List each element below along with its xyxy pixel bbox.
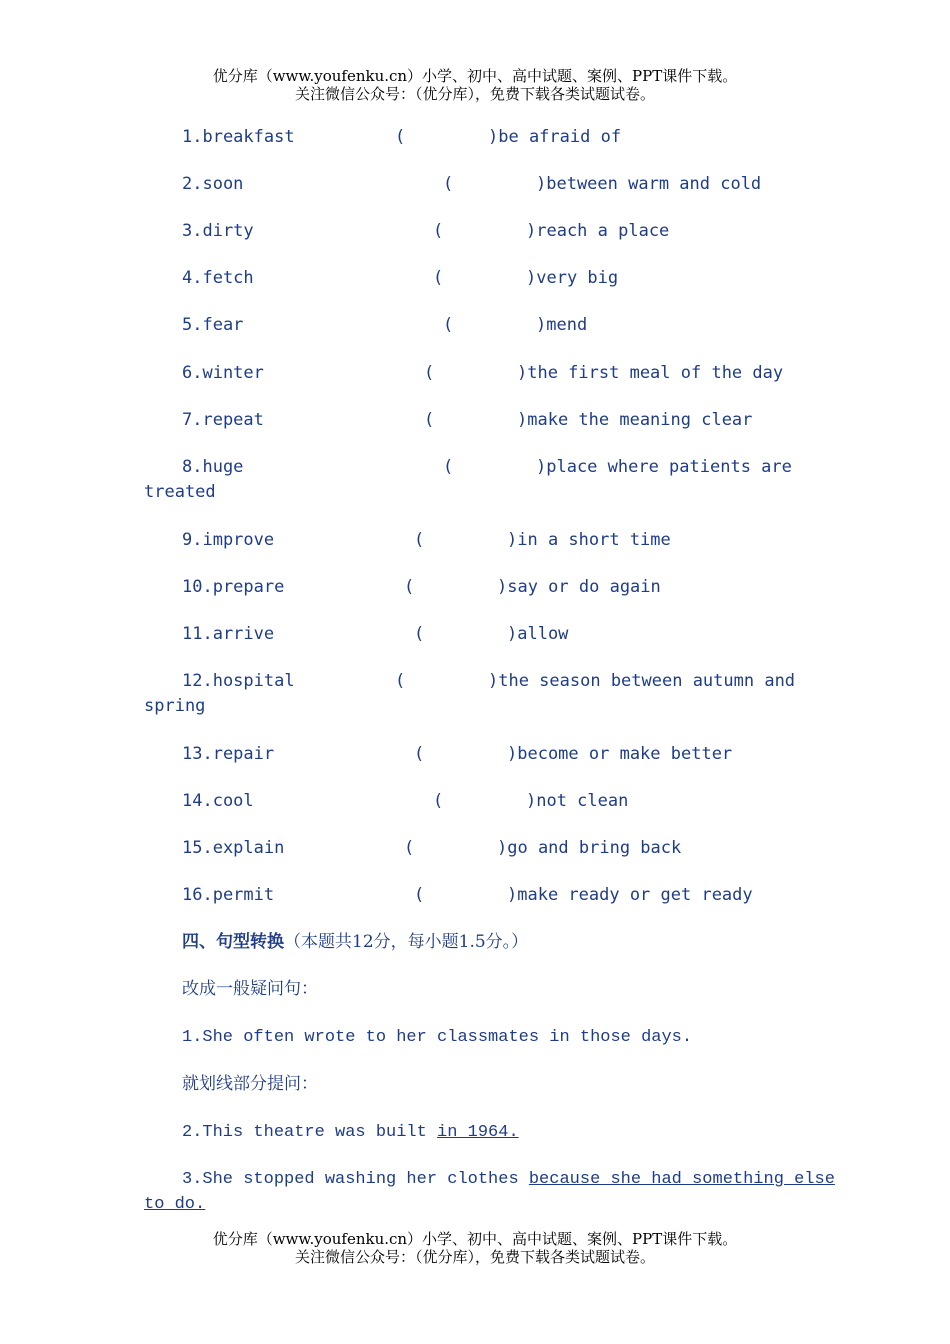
matching-word: 7.repeat <box>182 410 264 430</box>
matching-word: 5.fear <box>182 315 244 335</box>
question-3-text: 3.She stopped washing her clothes <box>182 1170 529 1189</box>
question-3-underlined: because she had something else <box>528 1170 835 1189</box>
answer-blank[interactable]: ( <box>404 577 415 597</box>
instruction-underlined-question: 就划线部分提问： <box>182 1074 318 1094</box>
question-2-underlined: in 1964. <box>437 1123 519 1142</box>
matching-word: 16.permit <box>182 885 275 905</box>
section-4-note: （本题共12分，每小题1.5分。） <box>284 932 529 952</box>
matching-definition: )go and bring back <box>497 838 682 858</box>
answer-blank[interactable]: ( <box>414 885 425 905</box>
matching-word: 15.explain <box>182 838 285 858</box>
header-line-1: 优分库（www.youfenku.cn）小学、初中、高中试题、案例、PPT课件下载。 <box>212 67 738 85</box>
matching-word: 10.prepare <box>182 577 285 597</box>
matching-definition-cont: treated <box>144 482 216 502</box>
matching-definition: )reach a place <box>526 221 670 241</box>
question-3-underlined-cont: to do. <box>144 1195 206 1214</box>
answer-blank[interactable]: ( <box>433 268 444 288</box>
matching-definition-cont: spring <box>144 696 206 716</box>
answer-blank[interactable]: ( <box>433 791 444 811</box>
question-2-text: 2.This theatre was built <box>182 1123 438 1142</box>
matching-definition: )place where patients are <box>536 457 792 477</box>
footer-line-2: 关注微信公众号：（优分库），免费下载各类试题试卷。 <box>294 1248 655 1266</box>
matching-word: 6.winter <box>182 363 264 383</box>
answer-blank[interactable]: ( <box>404 838 415 858</box>
matching-definition: )the first meal of the day <box>517 363 784 383</box>
answer-blank[interactable]: ( <box>414 624 425 644</box>
matching-word: 1.breakfast <box>182 127 295 147</box>
page-header <box>0 67 950 103</box>
section-4-heading <box>182 930 528 955</box>
matching-definition: )in a short time <box>507 530 671 550</box>
section-4-title: 四、句型转换 <box>182 932 284 952</box>
question-1: 1.She often wrote to her classmates in those days. <box>182 1028 693 1047</box>
answer-blank[interactable]: ( <box>443 174 454 194</box>
matching-definition: )be afraid of <box>488 127 622 147</box>
matching-word: 9.improve <box>182 530 275 550</box>
answer-blank[interactable]: ( <box>395 671 406 691</box>
instruction-general-question: 改成一般疑问句： <box>182 979 318 999</box>
matching-word: 8.huge <box>182 457 244 477</box>
matching-definition: )not clean <box>526 791 629 811</box>
matching-definition: )allow <box>507 624 569 644</box>
question-2 <box>182 1120 519 1145</box>
matching-definition: )make ready or get ready <box>507 885 753 905</box>
question-3 <box>144 1167 835 1214</box>
matching-word: 13.repair <box>182 744 275 764</box>
answer-blank[interactable]: ( <box>414 530 425 550</box>
answer-blank[interactable]: ( <box>443 457 454 477</box>
matching-definition: )make the meaning clear <box>517 410 753 430</box>
matching-word: 2.soon <box>182 174 244 194</box>
footer-line-1: 优分库（www.youfenku.cn）小学、初中、高中试题、案例、PPT课件下载。 <box>212 1230 738 1248</box>
matching-definition: )the season between autumn and <box>488 671 796 691</box>
answer-blank[interactable]: ( <box>424 363 435 383</box>
answer-blank[interactable]: ( <box>424 410 435 430</box>
matching-definition: )mend <box>536 315 588 335</box>
matching-definition: )between warm and cold <box>536 174 762 194</box>
answer-blank[interactable]: ( <box>433 221 444 241</box>
answer-blank[interactable]: ( <box>395 127 406 147</box>
matching-word: 3.dirty <box>182 221 254 241</box>
matching-word: 14.cool <box>182 791 254 811</box>
matching-word: 11.arrive <box>182 624 275 644</box>
answer-blank[interactable]: ( <box>414 744 425 764</box>
matching-definition: )become or make better <box>507 744 733 764</box>
matching-definition: )say or do again <box>497 577 661 597</box>
matching-word: 12.hospital <box>182 671 295 691</box>
answer-blank[interactable]: ( <box>443 315 454 335</box>
matching-word: 4.fetch <box>182 268 254 288</box>
matching-definition: )very big <box>526 268 619 288</box>
page-footer <box>0 1230 950 1266</box>
header-line-2: 关注微信公众号：（优分库），免费下载各类试题试卷。 <box>294 85 655 103</box>
